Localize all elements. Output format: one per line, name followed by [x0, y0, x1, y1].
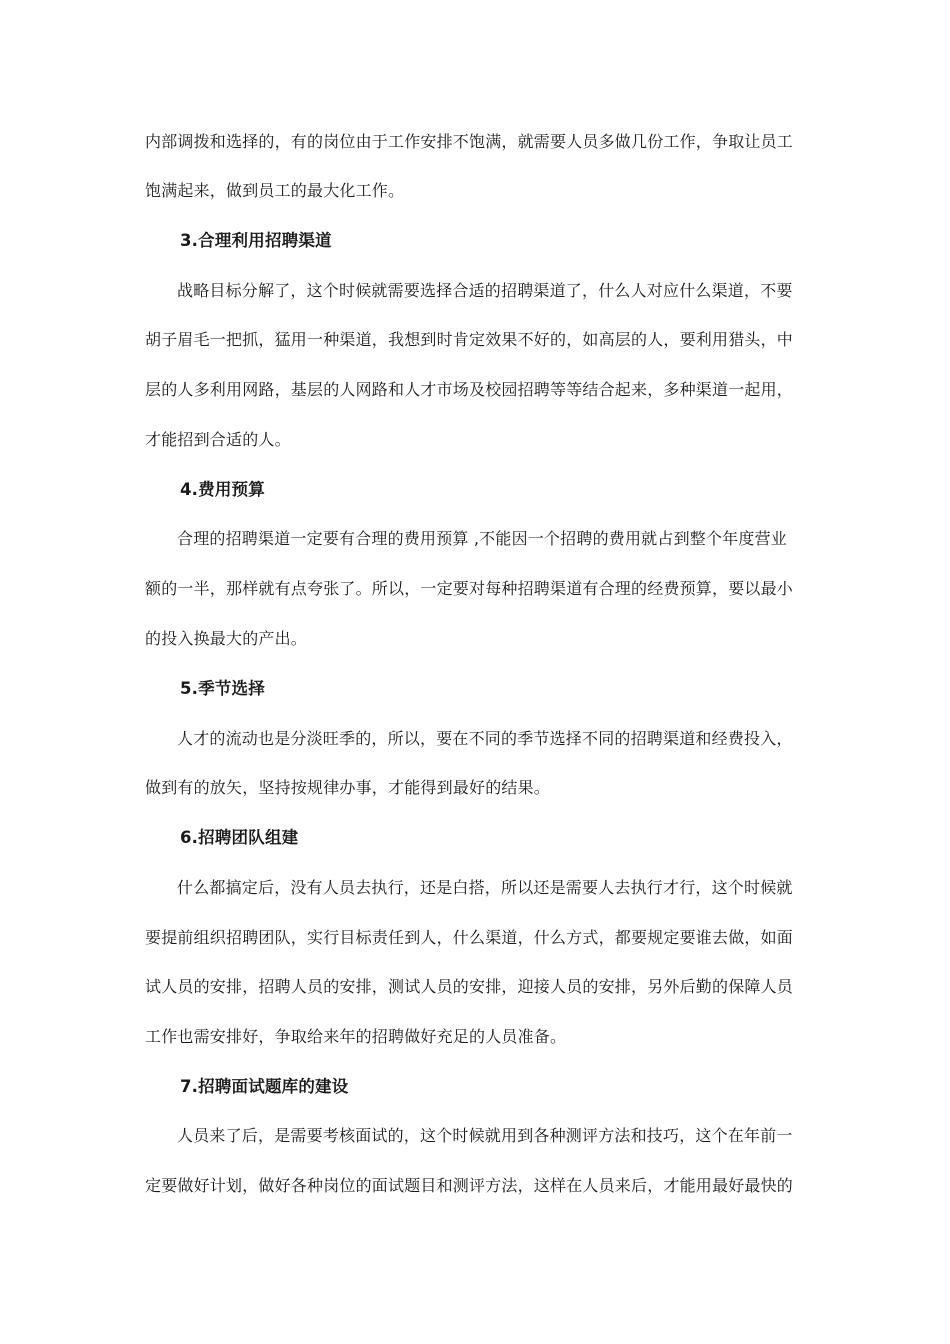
section-heading-5: 5.季节选择 [180, 679, 265, 698]
section-heading-3: 3.合理利用招聘渠道 [180, 231, 332, 250]
paragraph-line: 定要做好计划，做好各种岗位的面试题目和测评方法，这样在人员来后，才能用最好最快的 [145, 1176, 794, 1195]
section-heading-6: 6.招聘团队组建 [180, 828, 299, 847]
section-heading-7: 7.招聘面试题库的建设 [180, 1077, 349, 1096]
paragraph-line: 才能招到合适的人。 [145, 430, 291, 449]
paragraph-line: 额的一半，那样就有点夸张了。所以，一定要对每种招聘渠道有合理的经费预算，要以最小 [145, 579, 794, 598]
paragraph-line: 合理的招聘渠道一定要有合理的费用预算 ,不能因一个招聘的费用就占到整个年度营业 [177, 529, 787, 548]
paragraph-line: 战略目标分解了，这个时候就需要选择合适的招聘渠道了，什么人对应什么渠道，不要 [177, 281, 793, 300]
paragraph-line: 人才的流动也是分淡旺季的，所以，要在不同的季节选择不同的招聘渠道和经费投入， [177, 729, 793, 748]
paragraph-line: 内部调拨和选择的，有的岗位由于工作安排不饱满，就需要人员多做几份工作，争取让员工 [145, 132, 794, 151]
section-heading-4: 4.费用预算 [180, 480, 265, 499]
paragraph-line: 做到有的放矢，坚持按规律办事，才能得到最好的结果。 [145, 778, 551, 797]
paragraph-line: 的投入换最大的产出。 [145, 629, 308, 648]
paragraph-line: 什么都搞定后，没有人员去执行，还是白搭，所以还是需要人去执行才行，这个时候就 [177, 878, 793, 897]
paragraph-line: 要提前组织招聘团队，实行目标责任到人，什么渠道，什么方式，都要规定要谁去做，如面 [145, 928, 794, 947]
paragraph-line: 人员来了后，是需要考核面试的，这个时候就用到各种测评方法和技巧，这个在年前一 [177, 1126, 793, 1145]
paragraph-line: 饱满起来，做到员工的最大化工作。 [145, 181, 405, 200]
paragraph-line: 工作也需安排好，争取给来年的招聘做好充足的人员准备。 [145, 1027, 567, 1046]
paragraph-line: 胡子眉毛一把抓，猛用一种渠道，我想到时肯定效果不好的，如高层的人，要利用猎头，中 [145, 330, 794, 349]
paragraph-line: 层的人多利用网路，基层的人网路和人才市场及校园招聘等等结合起来，多种渠道一起用， [145, 380, 794, 399]
paragraph-line: 试人员的安排，招聘人员的安排，测试人员的安排，迎接人员的安排，另外后勤的保障人员 [145, 977, 794, 996]
